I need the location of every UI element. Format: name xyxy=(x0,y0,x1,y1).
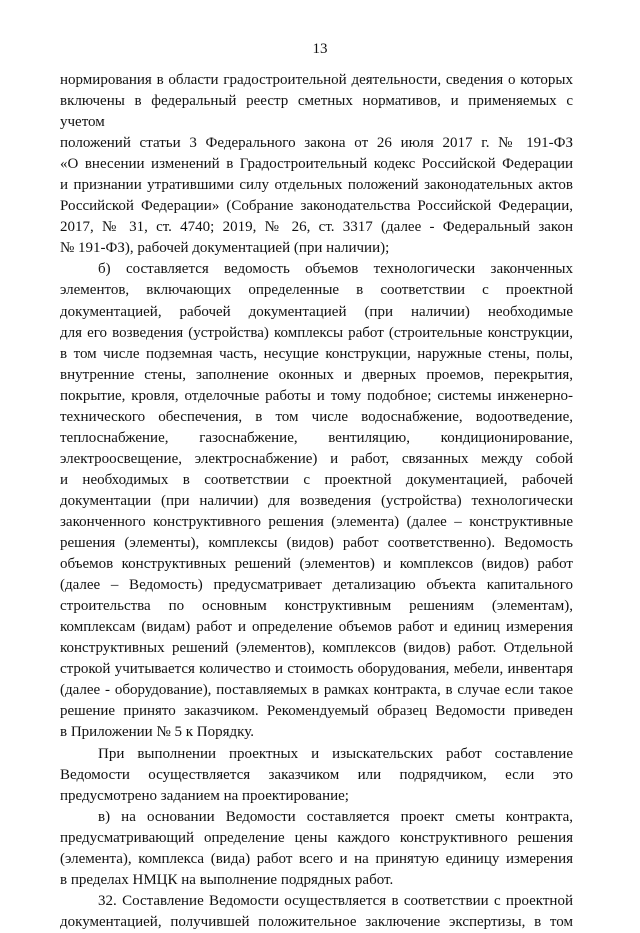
text-line: строкой учитывается количество и стоимость оборудования, мебели, инвентаря xyxy=(60,661,573,678)
text-line: документацией, рабочей документацией (при наличии) необходимые xyxy=(60,303,573,320)
text-line: и признании утратившими силу отдельных положений законодательных актов xyxy=(60,177,573,194)
text-line: комплексам (видам) работ и определение объемов работ и единиц измерения xyxy=(60,619,573,636)
text-line: включены в федеральный реестр сметных нормативов, и применяемых с учетом xyxy=(60,93,573,131)
text-line: предусмотрено заданием на проектирование; xyxy=(60,787,349,804)
text-line: для его возведения (устройства) комплексы работ (строительные конструкции, xyxy=(60,324,573,341)
text-line: решения (элементы), комплексы (видов) работ соответственно). Ведомость xyxy=(60,535,573,552)
text-line: в том числе подземная часть, несущие конструкции, наружные стены, полы, xyxy=(60,345,573,362)
text-line: документацией, получившей положительное заключение экспертизы, в том xyxy=(60,913,573,930)
page-number: 13 xyxy=(312,41,328,57)
text-line: в Приложении № 5 к Порядку. xyxy=(60,724,254,741)
text-line: «О внесении изменений в Градостроительный кодекс Российской Федерации xyxy=(60,156,573,173)
text-line: конструктивных решений (элементов), комплексов (видов) работ. Отдельной xyxy=(60,640,573,657)
paragraph-item-b xyxy=(60,259,573,743)
text-line: б) составляется ведомость объемов технологически законченных xyxy=(98,261,573,278)
paragraph-item-v xyxy=(60,807,573,891)
text-line: внутренние стены, заполнение оконных и дверных проемов, перекрытия, xyxy=(60,366,573,383)
text-line: Российской Федерации» (Собрание законодательства Российской Федерации, xyxy=(60,198,573,215)
text-line: Ведомости осуществляется заказчиком или подрядчиком, если это xyxy=(60,766,573,783)
text-line: 32. Составление Ведомости осуществляется в соответствии с проектной xyxy=(98,892,573,909)
text-line: строительства по основным конструктивным решениям (элементам), xyxy=(60,598,573,615)
text-line: № 191-ФЗ), рабочей документацией (при наличии); xyxy=(60,240,390,257)
text-line: нормирования в области градостроительной деятельности, сведения о которых xyxy=(60,72,573,88)
text-line: элементов, включающих определенные в соответствии с проектной xyxy=(60,282,573,299)
text-line: документации (при наличии) для возведения (устройства) технологически xyxy=(60,492,573,509)
text-line: объемов конструктивных решений (элементов) и комплексов (видов) работ xyxy=(60,556,573,573)
text-line: в пределах НМЦК на выполнение подрядных работ. xyxy=(60,871,394,888)
paragraph-design-works xyxy=(60,744,573,807)
text-line: положений статьи 3 Федерального закона от 26 июля 2017 г. № 191-ФЗ xyxy=(60,135,573,152)
text-line: При выполнении проектных и изыскательских работ составление xyxy=(98,745,573,762)
text-line: теплоснабжение, газоснабжение, вентиляцию, кондиционирование, xyxy=(60,429,573,446)
text-line: электроосвещение, электроснабжение) и работ, связанных между собой xyxy=(60,450,573,467)
paragraph-item-32 xyxy=(60,891,573,933)
text-line: покрытие, кровля, отделочные работы и тому подобное; системы инженерно- xyxy=(60,387,573,404)
text-line: предусматривающий определение цены каждого конструктивного решения xyxy=(60,829,573,846)
paragraph-continuation xyxy=(60,70,573,259)
document-body xyxy=(60,70,573,933)
text-line: законченного конструктивного решения (элемента) (далее – конструктивные xyxy=(60,513,573,530)
text-line: 2017, № 31, ст. 4740; 2019, № 26, ст. 3317 (далее - Федеральный закон xyxy=(60,219,573,236)
text-line: (далее - оборудование), поставляемых в рамках контракта, в случае если такое xyxy=(60,682,573,699)
text-line: (далее – Ведомость) предусматривает детализацию объекта капитального xyxy=(60,577,573,594)
text-line: в) на основании Ведомости составляется проект сметы контракта, xyxy=(98,808,573,825)
text-line: (элемента), комплекса (вида) работ всего и на принятую единицу измерения xyxy=(60,850,573,867)
text-line: решение принято заказчиком. Рекомендуемый образец Ведомости приведен xyxy=(60,703,573,720)
text-line: и необходимых в соответствии с проектной документацией, рабочей xyxy=(60,471,573,488)
text-line: технического обеспечения, в том числе водоснабжение, водоотведение, xyxy=(60,408,573,425)
